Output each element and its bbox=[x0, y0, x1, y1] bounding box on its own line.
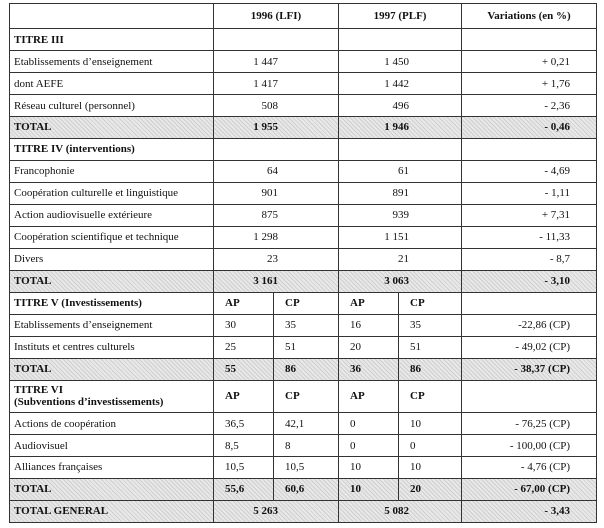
cp-1997-header: CP bbox=[399, 380, 462, 412]
value-1996: 64 bbox=[214, 160, 339, 182]
variation: - 11,33 bbox=[462, 226, 597, 248]
total-variation: - 67,00 (CP) bbox=[462, 478, 597, 500]
row-label: Instituts et centres culturels bbox=[10, 336, 214, 358]
ap-1997: 16 bbox=[339, 314, 399, 336]
section-titre-6 bbox=[10, 380, 597, 412]
table-row bbox=[10, 73, 597, 95]
cp-1996: 42,1 bbox=[274, 413, 339, 435]
total-1996: 3 161 bbox=[214, 270, 339, 292]
section-title-line2: (Subventions d’investissements) bbox=[14, 396, 164, 409]
row-label: Etablissements d’enseignement bbox=[10, 314, 214, 336]
total-label: TOTAL bbox=[10, 358, 214, 380]
ap-1997: 10 bbox=[339, 456, 399, 478]
total-row bbox=[10, 478, 597, 500]
cp-1997: 51 bbox=[399, 336, 462, 358]
cp-1997: 10 bbox=[399, 413, 462, 435]
ap-1997-header: AP bbox=[339, 380, 399, 412]
variation: - 49,02 (CP) bbox=[462, 336, 597, 358]
row-label: dont AEFE bbox=[10, 73, 214, 95]
row-label: Etablissements d’enseignement bbox=[10, 51, 214, 73]
table-row bbox=[10, 226, 597, 248]
ap-1996: 10,5 bbox=[214, 456, 274, 478]
row-label: Francophonie bbox=[10, 160, 214, 182]
table-row bbox=[10, 248, 597, 270]
grand-total-1996: 5 263 bbox=[214, 500, 339, 522]
header-1997: 1997 (PLF) bbox=[339, 4, 462, 29]
total-1997: 1 946 bbox=[339, 116, 462, 138]
value-1996: 901 bbox=[214, 182, 339, 204]
total-ap-1996: 55,6 bbox=[214, 478, 274, 500]
ap-1996: 30 bbox=[214, 314, 274, 336]
value-1997: 496 bbox=[339, 95, 462, 117]
cp-1996: 8 bbox=[274, 435, 339, 457]
table-row bbox=[10, 413, 597, 435]
cp-1996: 10,5 bbox=[274, 456, 339, 478]
section-title-line1: TITRE VI bbox=[14, 384, 64, 397]
value-1996: 1 447 bbox=[214, 51, 339, 73]
row-label: Audiovisuel bbox=[10, 435, 214, 457]
ap-1997: 20 bbox=[339, 336, 399, 358]
row-label: Coopération scientifique et technique bbox=[10, 226, 214, 248]
total-label: TOTAL bbox=[10, 478, 214, 500]
ap-1996-header: AP bbox=[214, 292, 274, 314]
grand-total-label: TOTAL GENERAL bbox=[10, 500, 214, 522]
total-row bbox=[10, 116, 597, 138]
variation: - 76,25 (CP) bbox=[462, 413, 597, 435]
total-label: TOTAL bbox=[10, 270, 214, 292]
total-1996: 1 955 bbox=[214, 116, 339, 138]
variation: + 0,21 bbox=[462, 51, 597, 73]
row-label: Réseau culturel (personnel) bbox=[10, 95, 214, 117]
value-1997: 1 442 bbox=[339, 73, 462, 95]
value-1996: 23 bbox=[214, 248, 339, 270]
table-row bbox=[10, 314, 597, 336]
variation: - 4,76 (CP) bbox=[462, 456, 597, 478]
row-label: Coopération culturelle et linguistique bbox=[10, 182, 214, 204]
value-1996: 875 bbox=[214, 204, 339, 226]
ap-1997: 0 bbox=[339, 413, 399, 435]
ap-1997: 0 bbox=[339, 435, 399, 457]
total-row bbox=[10, 358, 597, 380]
table-row bbox=[10, 95, 597, 117]
total-ap-1996: 55 bbox=[214, 358, 274, 380]
total-ap-1997: 36 bbox=[339, 358, 399, 380]
total-cp-1997: 20 bbox=[399, 478, 462, 500]
header-variations: Variations (en %) bbox=[462, 4, 597, 29]
section-title: TITRE IV (interventions) bbox=[10, 138, 214, 160]
row-label: Divers bbox=[10, 248, 214, 270]
cp-1997: 35 bbox=[399, 314, 462, 336]
table-row bbox=[10, 204, 597, 226]
table-row bbox=[10, 51, 597, 73]
ap-1996-header: AP bbox=[214, 380, 274, 412]
variation: - 4,69 bbox=[462, 160, 597, 182]
total-variation: - 38,37 (CP) bbox=[462, 358, 597, 380]
cp-1996-header: CP bbox=[274, 380, 339, 412]
row-label: Alliances françaises bbox=[10, 456, 214, 478]
table-row bbox=[10, 182, 597, 204]
total-variation: - 3,10 bbox=[462, 270, 597, 292]
section-title: TITRE III bbox=[10, 29, 214, 51]
table-row bbox=[10, 456, 597, 478]
total-1997: 3 063 bbox=[339, 270, 462, 292]
ap-1996: 25 bbox=[214, 336, 274, 358]
cp-1996-header: CP bbox=[274, 292, 339, 314]
value-1997: 1 450 bbox=[339, 51, 462, 73]
cp-1996: 51 bbox=[274, 336, 339, 358]
value-1997: 61 bbox=[339, 160, 462, 182]
ap-1996: 36,5 bbox=[214, 413, 274, 435]
section-titre-3 bbox=[10, 29, 597, 51]
total-variation: - 0,46 bbox=[462, 116, 597, 138]
value-1996: 1 417 bbox=[214, 73, 339, 95]
section-titre-4 bbox=[10, 138, 597, 160]
total-label: TOTAL bbox=[10, 116, 214, 138]
cp-1996: 35 bbox=[274, 314, 339, 336]
value-1996: 1 298 bbox=[214, 226, 339, 248]
total-cp-1997: 86 bbox=[399, 358, 462, 380]
section-titre-5 bbox=[10, 292, 597, 314]
variation: - 1,11 bbox=[462, 182, 597, 204]
cp-1997: 0 bbox=[399, 435, 462, 457]
header-label-cell bbox=[10, 4, 214, 29]
total-cp-1996: 86 bbox=[274, 358, 339, 380]
ap-1996: 8,5 bbox=[214, 435, 274, 457]
value-1997: 21 bbox=[339, 248, 462, 270]
ap-1997-header: AP bbox=[339, 292, 399, 314]
row-label: Actions de coopération bbox=[10, 413, 214, 435]
row-label: Action audiovisuelle extérieure bbox=[10, 204, 214, 226]
header-1996: 1996 (LFI) bbox=[214, 4, 339, 29]
grand-total-1997: 5 082 bbox=[339, 500, 462, 522]
table-row bbox=[10, 336, 597, 358]
total-row bbox=[10, 270, 597, 292]
variation: -22,86 (CP) bbox=[462, 314, 597, 336]
budget-table bbox=[9, 3, 597, 523]
section-title bbox=[10, 380, 214, 412]
value-1997: 1 151 bbox=[339, 226, 462, 248]
header-row bbox=[10, 4, 597, 29]
variation: - 2,36 bbox=[462, 95, 597, 117]
variation: - 8,7 bbox=[462, 248, 597, 270]
variation: + 1,76 bbox=[462, 73, 597, 95]
section-title: TITRE V (Investissements) bbox=[10, 292, 214, 314]
variation: - 100,00 (CP) bbox=[462, 435, 597, 457]
cp-1997: 10 bbox=[399, 456, 462, 478]
total-cp-1996: 60,6 bbox=[274, 478, 339, 500]
variation: + 7,31 bbox=[462, 204, 597, 226]
table-row bbox=[10, 160, 597, 182]
value-1997: 939 bbox=[339, 204, 462, 226]
grand-total-variation: - 3,43 bbox=[462, 500, 597, 522]
total-ap-1997: 10 bbox=[339, 478, 399, 500]
cp-1997-header: CP bbox=[399, 292, 462, 314]
value-1997: 891 bbox=[339, 182, 462, 204]
value-1996: 508 bbox=[214, 95, 339, 117]
grand-total-row bbox=[10, 500, 597, 522]
table-row bbox=[10, 435, 597, 457]
